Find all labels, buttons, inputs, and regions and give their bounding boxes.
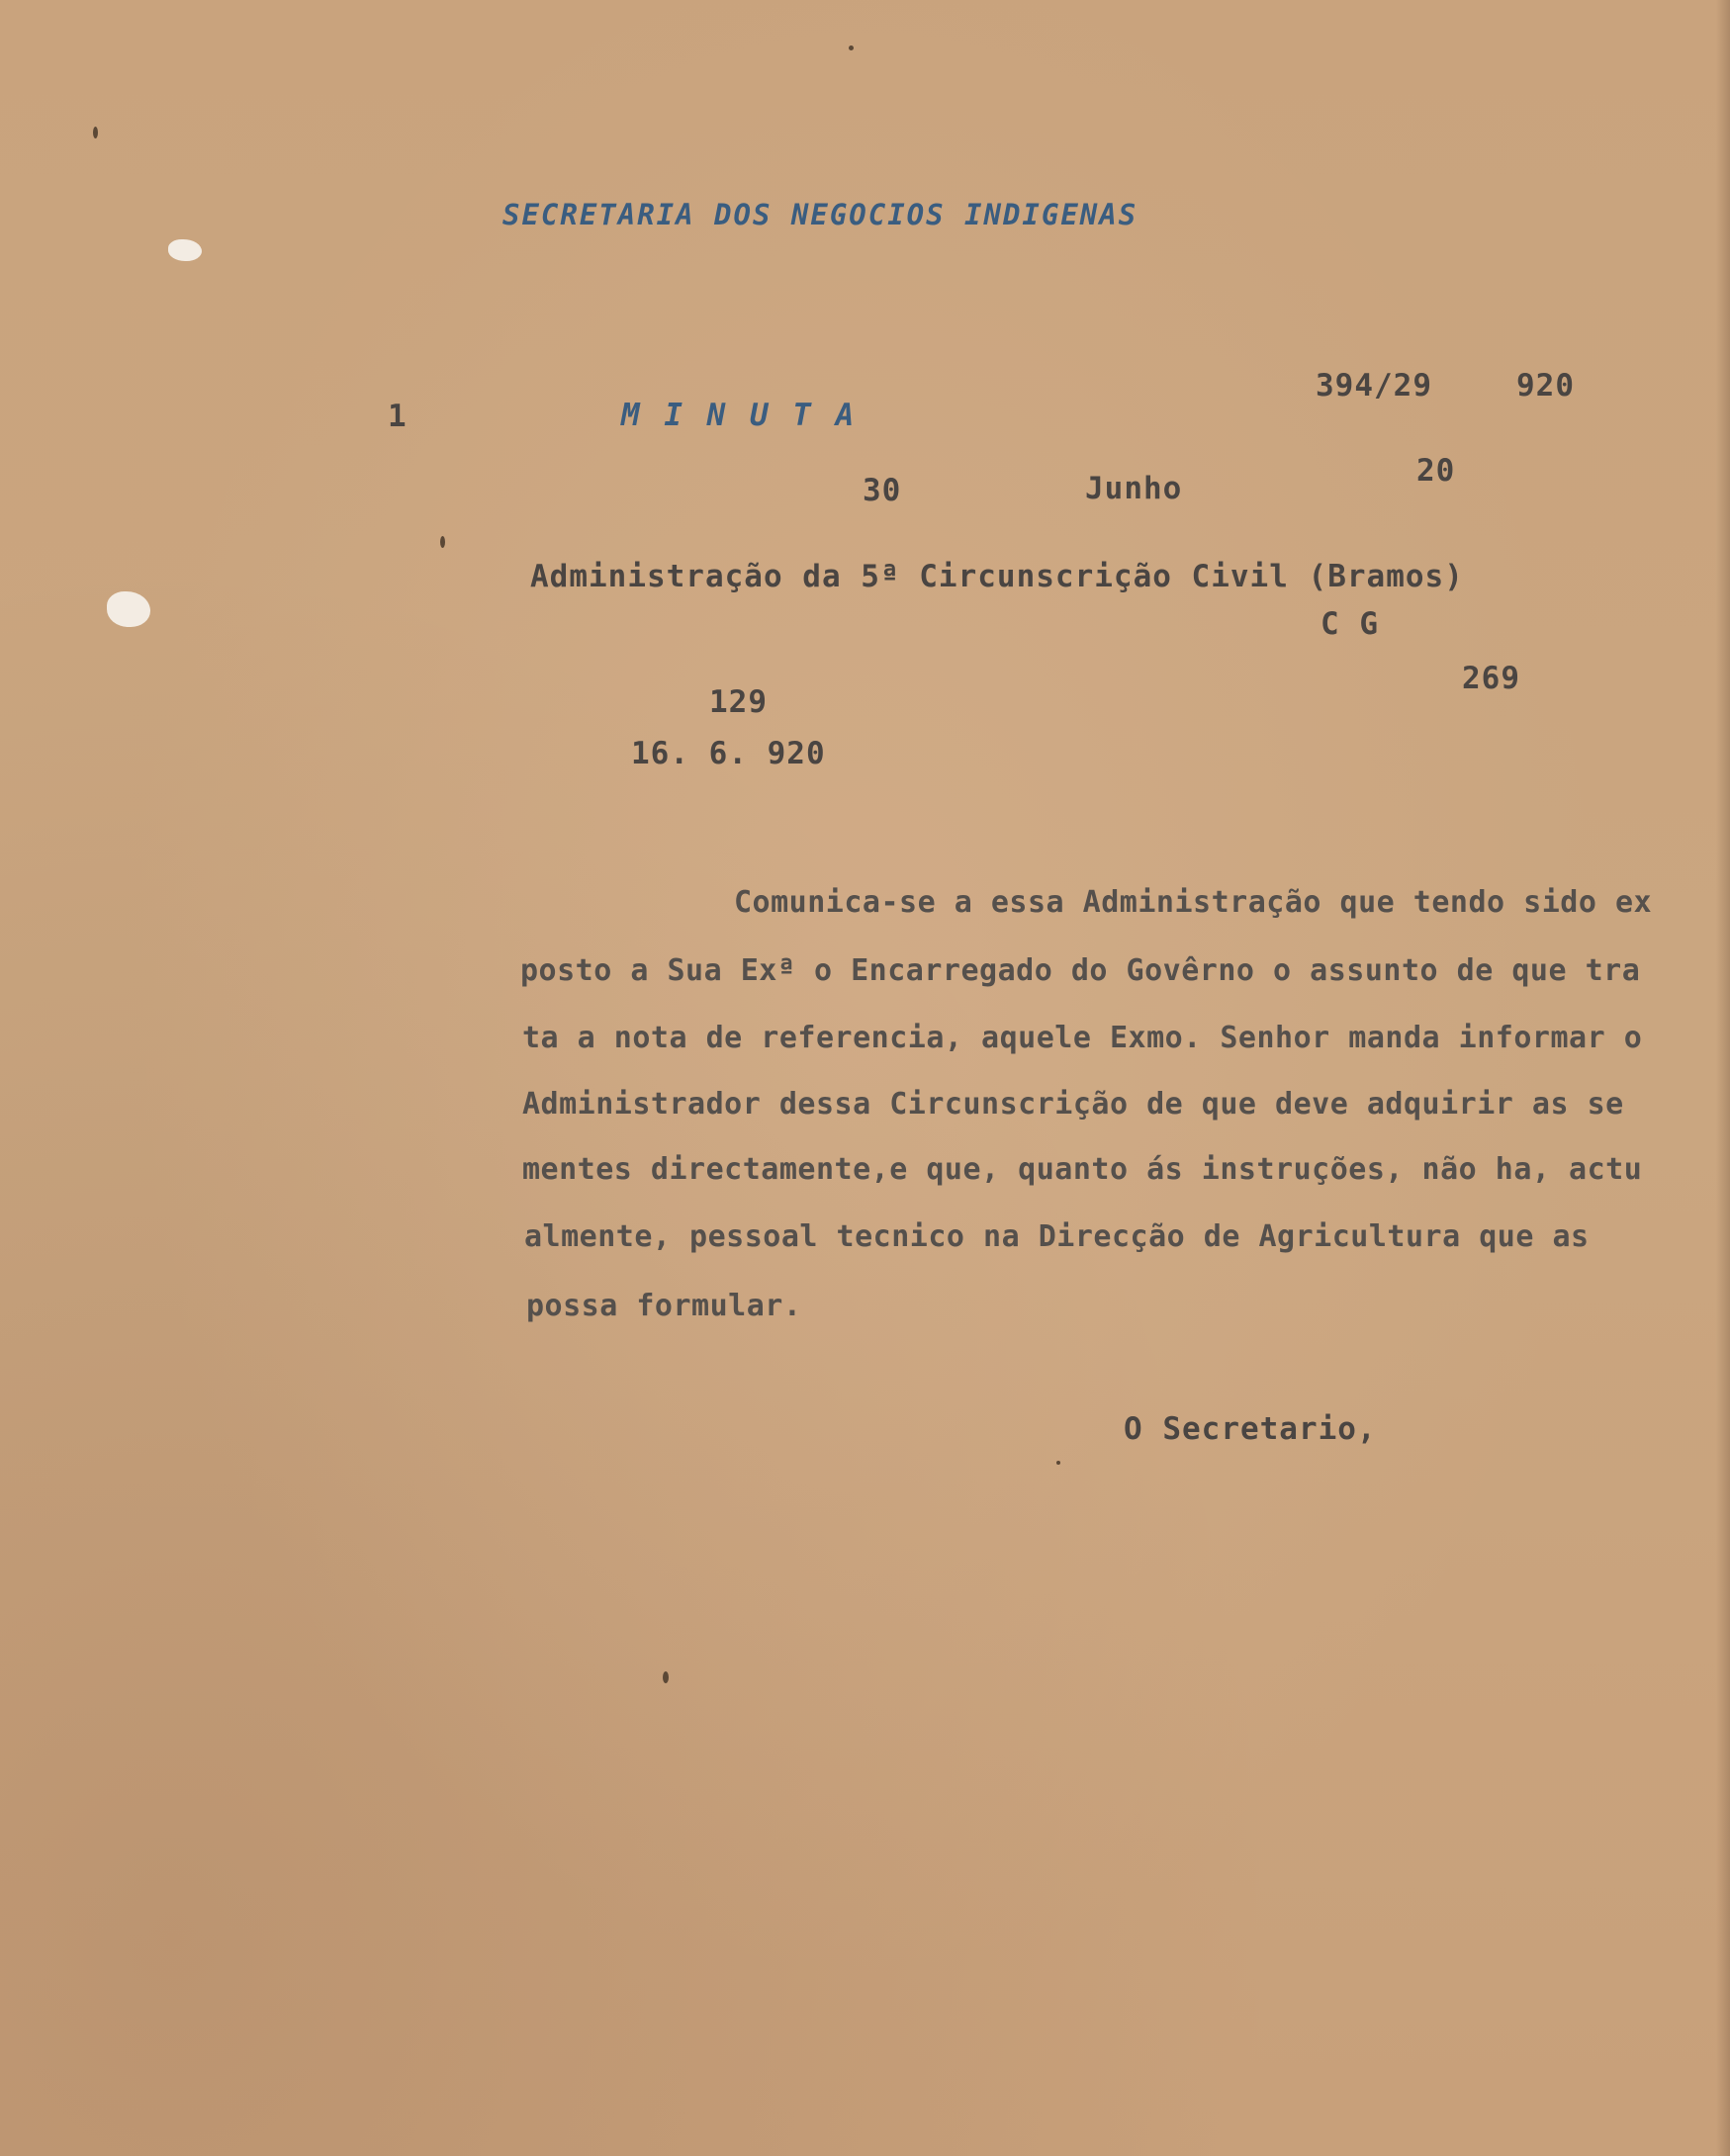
body-line: possa formular.: [526, 1289, 802, 1323]
paper-edge-shadow: [1716, 0, 1730, 2156]
page-number: 1: [388, 399, 408, 434]
ink-speck: [1056, 1461, 1060, 1465]
document-type: M I N U T A: [621, 398, 858, 433]
date-year: 20: [1416, 453, 1456, 489]
body-line: almente, pessoal tecnico na Direcção de Agricultura que as: [524, 1219, 1590, 1254]
ink-speck: [440, 536, 445, 548]
paper-hole-top: [168, 239, 202, 261]
note-number: 129: [709, 684, 768, 720]
reference-number: 394/29: [1316, 368, 1432, 404]
body-line: posto a Sua Exª o Encarregado do Govêrno o assunto de que tra: [520, 953, 1641, 988]
reference-year: 920: [1516, 368, 1575, 404]
note-date: 16. 6. 920: [631, 736, 826, 771]
addressee: Administração da 5ª Circunscrição Civil (Bramos): [530, 559, 1464, 594]
ink-speck: [663, 1671, 669, 1683]
reference-code: 269: [1462, 661, 1520, 696]
letterhead: SECRETARIA DOS NEGOCIOS INDIGENAS: [502, 198, 1138, 231]
body-line: Administrador dessa Circunscrição de que deve adquirir as se: [522, 1087, 1624, 1122]
initials: C G: [1320, 606, 1379, 642]
paper-hole-middle: [107, 591, 150, 627]
signature: O Secretario,: [1124, 1411, 1377, 1447]
date-day: 30: [863, 473, 902, 508]
date-month: Junho: [1085, 471, 1183, 506]
ink-speck: [849, 45, 854, 50]
ink-speck: [93, 127, 98, 138]
body-line: Comunica-se a essa Administração que tendo sido ex: [734, 885, 1653, 920]
body-line: mentes directamente,e que, quanto ás instruções, não ha, actu: [522, 1152, 1643, 1187]
body-line: ta a nota de referencia, aquele Exmo. Senhor manda informar o: [522, 1021, 1643, 1055]
